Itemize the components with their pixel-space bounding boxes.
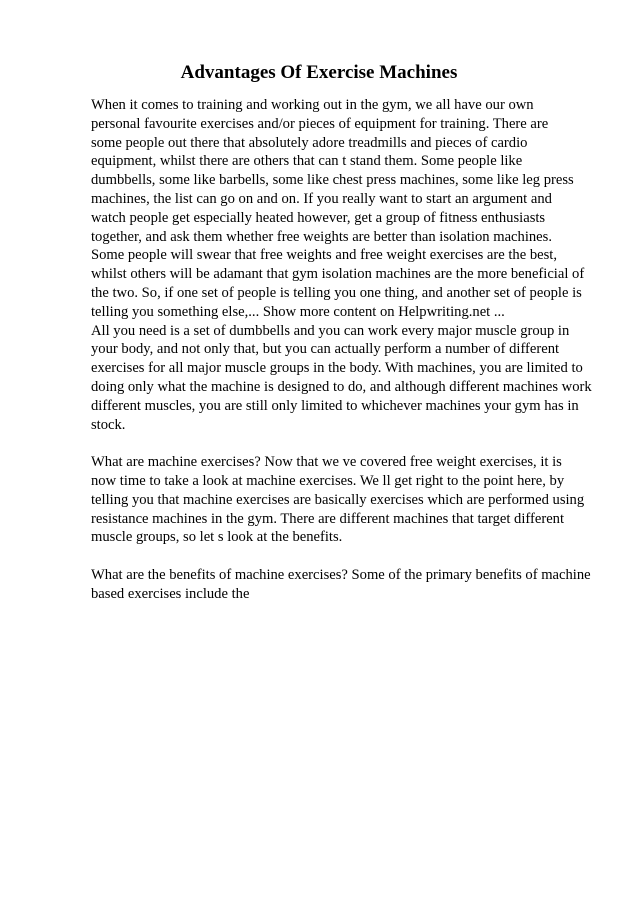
text-line: watch people get especially heated however, get a group of fitness enthusiasts <box>91 209 546 226</box>
text-line: personal favourite exercises and/or pieces of equipment for training. There are <box>91 115 549 132</box>
text-line: telling you that machine exercises are basically exercises which are performed using <box>91 491 585 508</box>
text-line: What are machine exercises? Now that we ve covered free weight exercises, it is <box>91 454 562 471</box>
paragraph-3 <box>91 566 597 604</box>
text-line: your body, and not only that, but you can actually perform a number of different <box>91 341 560 358</box>
paragraph-1 <box>91 96 597 434</box>
text-line: some people out there that absolutely adore treadmills and pieces of cardio <box>91 134 528 151</box>
text-line: dumbbells, some like barbells, some like chest press machines, some like leg press <box>91 172 574 189</box>
text-line: telling you something else,... Show more content on Helpwriting.net ... <box>91 303 505 320</box>
text-line: equipment, whilst there are others that can t stand them. Some people like <box>91 153 523 170</box>
text-line: together, and ask them whether free weights are better than isolation machines. <box>91 228 552 245</box>
text-line: doing only what the machine is designed to do, and although different machines work <box>91 378 592 395</box>
text-line: All you need is a set of dumbbells and you can work every major muscle group in <box>91 322 570 339</box>
text-line: machines, the list can go on and on. If you really want to start an argument and <box>91 190 552 207</box>
text-line: exercises for all major muscle groups in the body. With machines, you are limited to <box>91 360 583 377</box>
text-line: What are the benefits of machine exercises? Some of the primary benefits of machine <box>91 566 591 583</box>
text-line: resistance machines in the gym. There are different machines that target different <box>91 510 565 527</box>
text-line: based exercises include the <box>91 585 250 602</box>
paragraph-2 <box>91 453 597 547</box>
text-line: the two. So, if one set of people is telling you one thing, and another set of people is <box>91 284 582 301</box>
text-line: When it comes to training and working out in the gym, we all have our own <box>91 97 534 113</box>
text-line: now time to take a look at machine exercises. We ll get right to the point here, by <box>91 472 565 489</box>
paragraph-spacer <box>91 434 597 453</box>
paragraph-spacer <box>91 547 597 566</box>
document-body <box>91 96 597 604</box>
document-title: Advantages Of Exercise Machines <box>180 62 458 83</box>
text-line: muscle groups, so let s look at the benefits. <box>91 529 343 546</box>
text-line: different muscles, you are still only limited to whichever machines your gym has in <box>91 397 579 414</box>
text-line: stock. <box>91 416 126 433</box>
text-line: Some people will swear that free weights and free weight exercises are the best, <box>91 247 558 264</box>
text-line: whilst others will be adamant that gym isolation machines are the more beneficial of <box>91 266 585 283</box>
